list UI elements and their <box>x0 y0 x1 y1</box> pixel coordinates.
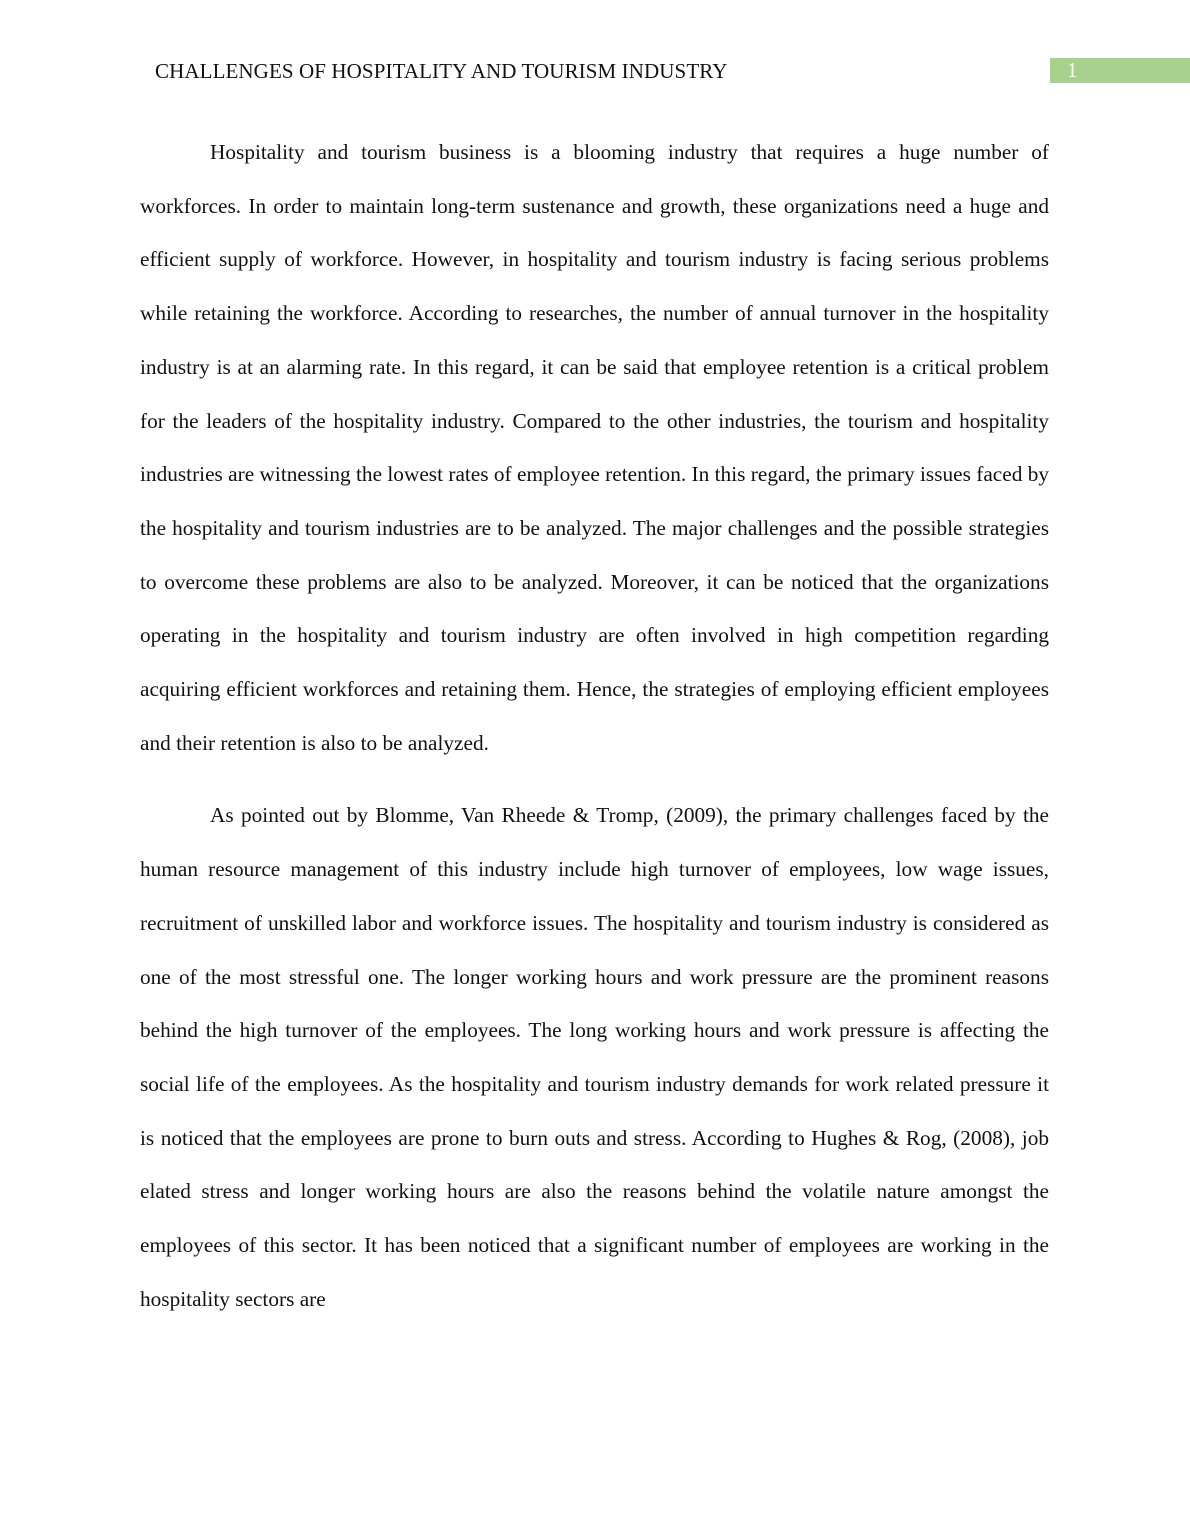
page-number: 1 <box>1067 58 1078 82</box>
paragraph: As pointed out by Blomme, Van Rheede & Tromp, (2009), the primary challenges faced by the human resource management of this industry include high turnover of employees, low wage issues, recruitment of unskilled labor and workforce issues. The hospitality and tourism industry is considered as one of the most stressful one. The longer working hours and work pressure are the prominent reasons behind the high turnover of the employees. The long working hours and work pressure is affecting the social life of the employees. As the hospitality and tourism industry demands for work related pressure it is noticed that the employees are prone to burn outs and stress. According to Hughes & Rog, (2008), job elated stress and longer working hours are also the reasons behind the volatile nature amongst the employees of this sector. It has been noticed that a significant number of employees are working in the hospitality sectors are <box>140 803 1049 1311</box>
body-text <box>140 126 1049 1326</box>
page-number-badge <box>1050 58 1190 83</box>
running-head: CHALLENGES OF HOSPITALITY AND TOURISM INDUSTRY <box>155 59 728 83</box>
paragraph: Hospitality and tourism business is a blooming industry that requires a huge number of workforces. In order to maintain long-term sustenance and growth, these organizations need a huge and efficient supply of workforce. However, in hospitality and tourism industry is facing serious problems while retaining the workforce. According to researches, the number of annual turnover in the hospitality industry is at an alarming rate. In this regard, it can be said that employee retention is a critical problem for the leaders of the hospitality industry. Compared to the other industries, the tourism and hospitality industries are witnessing the lowest rates of employee retention. In this regard, the primary issues faced by the hospitality and tourism industries are to be analyzed. The major challenges and the possible strategies to overcome these problems are also to be analyzed. Moreover, it can be noticed that the organizations operating in the hospitality and tourism industry are often involved in high competition regarding acquiring efficient workforces and retaining them. Hence, the strategies of employing efficient employees and their retention is also to be analyzed. <box>140 140 1049 755</box>
